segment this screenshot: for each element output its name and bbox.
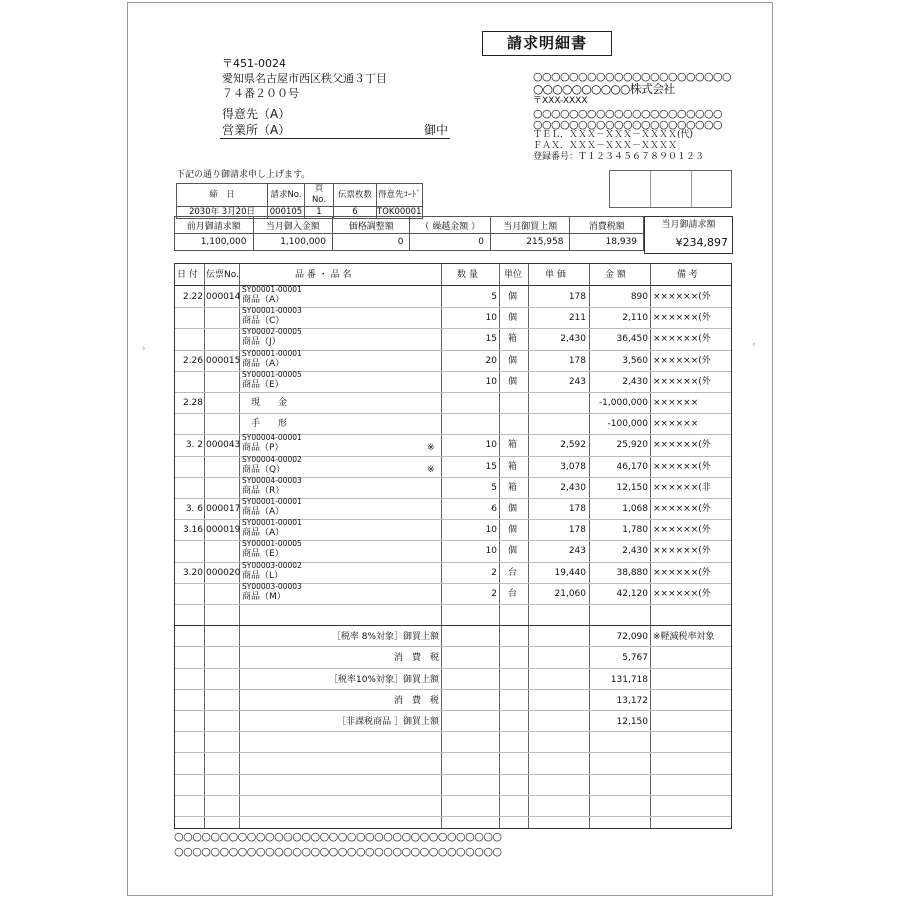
summary-header: 消費税額 — [570, 217, 644, 234]
row-price: 2,430 — [560, 482, 586, 493]
row-unit: 個 — [508, 313, 518, 324]
row-item-name: 商品（A） — [242, 507, 285, 517]
table-row — [175, 477, 731, 498]
row-amount: 38,880 — [616, 567, 648, 578]
table-row — [175, 413, 731, 434]
table-row — [175, 562, 731, 583]
row-item-code: SY00003-00002 — [242, 560, 302, 570]
row-price: 243 — [568, 546, 586, 557]
total-label: ［税率10%対象］御買上額 — [328, 674, 439, 685]
row-unit: 台 — [508, 567, 518, 578]
header-date: 日 付 — [177, 270, 198, 280]
table-row — [175, 456, 731, 477]
row-date: 3.16 — [182, 525, 203, 536]
row-date: 2.22 — [182, 292, 203, 302]
info-header: 得意先ｺｰﾄﾞ — [377, 184, 423, 207]
header-item: 品 番 ・ 品 名 — [295, 270, 352, 280]
row-price: 178 — [568, 504, 586, 514]
row-amount: 1,068 — [622, 504, 648, 514]
row-slip: 000019 — [206, 525, 241, 536]
row-note: ××××××(外 — [653, 546, 711, 557]
row-qty: 6 — [491, 504, 497, 514]
footer-circles-2: ○○○○○○○○○○○○○○○○○○○○○○○○○○○○○○○○○○○○ — [174, 845, 502, 858]
row-date: 3. 6 — [185, 504, 203, 514]
table-row — [175, 371, 731, 392]
row-item-name: 商品（Q） — [242, 464, 286, 475]
row-item-name: 手 形 — [251, 419, 288, 430]
row-note: ×××××× — [653, 419, 699, 430]
row-slip: 000043 — [206, 440, 241, 451]
row-qty: 20 — [485, 355, 497, 366]
row-unit: 箱 — [508, 440, 518, 451]
row-note: ××××××(外 — [653, 376, 711, 387]
recipient-honorific: 御中 — [424, 123, 449, 137]
row-unit: 個 — [508, 355, 518, 366]
row-qty: 10 — [485, 525, 497, 536]
row-unit: 個 — [508, 525, 518, 536]
row-item-code: SY00001-00005 — [242, 539, 302, 549]
recipient-postal: 〒451-0024 — [222, 57, 286, 70]
row-qty: 10 — [485, 313, 497, 324]
info-invoice-no: 000105 — [268, 207, 305, 219]
row-qty: 10 — [485, 546, 497, 557]
row-note: ××××××(外 — [653, 504, 711, 514]
summary-prev-billing: 1,100,000 — [175, 234, 254, 251]
total-amount: 5,767 — [622, 653, 648, 664]
row-item-code: SY00001-00003 — [242, 306, 302, 316]
row-date: 3. 2 — [185, 440, 203, 451]
row-price: 243 — [568, 376, 586, 387]
info-slip-count: 6 — [334, 207, 377, 219]
row-item-name: 商品（R） — [242, 485, 285, 496]
table-row — [175, 583, 731, 604]
table-row — [175, 328, 731, 349]
info-header: 締 日 — [177, 184, 268, 207]
row-price: 2,430 — [560, 334, 586, 345]
stamp-boxes — [609, 170, 732, 208]
row-item-code: SY00001-00001 — [242, 497, 302, 506]
row-item-name: 商品（A） — [242, 358, 285, 369]
row-unit: 個 — [508, 376, 518, 387]
recipient-office: 営業所（A） — [222, 123, 291, 137]
row-amount: 25,920 — [616, 440, 648, 451]
header-price: 単 価 — [545, 270, 566, 280]
info-header: 頁 No. — [305, 184, 334, 207]
row-item-name: 商品（A） — [242, 295, 285, 305]
row-date: 3.20 — [182, 567, 203, 578]
row-note: ×××××× — [653, 398, 699, 408]
row-qty: 15 — [485, 461, 497, 472]
total-label: ［税率 8%対象］御買上額 — [331, 632, 439, 643]
issuer-address-line-2: ○○○○○○○○○○○○○○○○○○○○○ — [533, 118, 722, 131]
detail-table — [174, 263, 732, 829]
row-amount: 36,450 — [616, 334, 648, 345]
row-amount: 12,150 — [616, 482, 648, 493]
row-item-name: 商品（E） — [242, 379, 284, 390]
row-unit: 個 — [508, 546, 518, 557]
row-item-name: 商品（E） — [242, 549, 284, 560]
summary-adjustment: 0 — [333, 234, 410, 251]
row-price: 211 — [568, 313, 586, 324]
row-amount: 42,120 — [616, 588, 648, 599]
row-note: ××××××(外 — [653, 525, 711, 536]
header-amount: 金 額 — [605, 270, 626, 280]
info-page-no: 1 — [305, 207, 334, 219]
row-price: 21,060 — [554, 588, 586, 599]
header-qty: 数 量 — [457, 270, 478, 280]
row-unit: 箱 — [508, 334, 518, 345]
row-unit: 個 — [508, 504, 518, 514]
row-amount: -100,000 — [607, 419, 648, 430]
row-amount: 2,430 — [622, 546, 648, 557]
table-row — [175, 350, 731, 371]
row-qty: 5 — [491, 482, 497, 493]
row-slip: 000015 — [206, 355, 241, 366]
row-amount: 3,560 — [622, 355, 648, 366]
summary-header: 当月御買上額 — [490, 217, 570, 234]
total-label: 消 費 税 — [393, 695, 439, 706]
info-customer-code: TOK00001 — [377, 207, 422, 217]
table-row — [175, 392, 731, 413]
row-note: ××××××(外 — [653, 292, 711, 302]
row-unit: 箱 — [508, 482, 518, 493]
row-unit: 個 — [508, 292, 518, 302]
info-closing-date: 2030年 3月20日 — [177, 207, 268, 219]
row-date: 2.26 — [182, 355, 203, 366]
right-margin-mark: ‹ — [752, 340, 756, 350]
current-billing-label: 当月御請求額 — [661, 220, 716, 230]
recipient-address-2: ７４番２００号 — [222, 87, 299, 100]
row-mark: ※ — [427, 443, 435, 454]
issuer-registration: 登録番号：Ｔ１２３４５６７８９０１２３ — [533, 152, 705, 162]
summary-header: 当月御入金額 — [253, 217, 333, 234]
issuer-address-line-1: ○○○○○○○○○○○○○○○○○○○○○ — [533, 107, 722, 120]
row-item-name: 現 金 — [251, 398, 288, 408]
doc-title: 請求明細書 — [482, 31, 612, 56]
row-slip: 000020 — [206, 567, 241, 578]
table-row — [175, 540, 731, 561]
row-item-name: 商品（L） — [242, 570, 284, 581]
table-row — [175, 286, 731, 307]
header-slip: 伝票No. — [206, 270, 239, 280]
row-item-code: SY00004-00001 — [242, 433, 302, 443]
row-price: 178 — [568, 292, 586, 302]
row-qty: 10 — [485, 440, 497, 451]
row-amount: 1,780 — [622, 525, 648, 536]
row-item-code: SY00001-00001 — [242, 518, 302, 528]
total-label: ［非課税商品 ］御買上額 — [337, 717, 439, 728]
row-price: 178 — [568, 525, 586, 536]
total-amount: 131,718 — [610, 674, 648, 685]
row-price: 19,440 — [554, 567, 586, 578]
row-note: ××××××(非 — [653, 482, 711, 493]
summary-header: （ 繰越金額 ） — [410, 217, 491, 234]
total-note: ※軽減税率対象 — [653, 632, 715, 643]
row-amount: 2,110 — [622, 313, 648, 324]
total-amount: 13,172 — [616, 695, 648, 706]
row-mark: ※ — [427, 464, 435, 475]
row-unit: 台 — [508, 588, 518, 599]
summary-carryover: 0 — [410, 234, 491, 251]
row-qty: 15 — [485, 334, 497, 345]
issuer-tel: ＴＥＬ．ＸＸＸ－ＸＸＸ－ＸＸＸＸ(代) — [533, 130, 694, 140]
row-note: ××××××(外 — [653, 334, 711, 345]
row-note: ××××××(外 — [653, 588, 711, 599]
table-row — [175, 498, 731, 519]
row-item-code: SY00002-00005 — [242, 327, 302, 337]
row-note: ××××××(外 — [653, 313, 711, 324]
total-row — [175, 626, 731, 647]
row-item-name: 商品（A） — [242, 528, 285, 539]
row-amount: 46,170 — [616, 461, 648, 472]
total-row — [175, 669, 731, 690]
issuer-postal: 〒XXX-XXXX — [533, 96, 588, 106]
row-item-name: 商品（C） — [242, 316, 285, 327]
row-item-name: 商品（P） — [242, 443, 284, 454]
summary-header: 前月御請求額 — [175, 217, 254, 234]
row-qty: 2 — [491, 588, 497, 599]
row-item-name: 商品（M） — [242, 591, 286, 602]
recipient-address-1: 愛知県名古屋市西区秩父通３丁目 — [222, 72, 387, 85]
row-qty: 5 — [491, 292, 497, 302]
row-qty: 2 — [491, 567, 497, 578]
row-item-code: SY00001-00001 — [242, 285, 302, 294]
info-header: 請求No. — [268, 184, 305, 207]
summary-payment: 1,100,000 — [253, 234, 333, 251]
row-item-code: SY00001-00005 — [242, 369, 302, 379]
recipient-underline — [220, 138, 450, 139]
issuer-fax: ＦＡＸ．ＸＸＸ－ＸＸＸ－ＸＸＸＸ — [533, 141, 678, 151]
header-note: 備 考 — [677, 270, 698, 280]
current-billing-amount: ¥234,897 — [675, 236, 728, 249]
row-item-code: SY00001-00001 — [242, 348, 302, 358]
row-amount: 2,430 — [622, 376, 648, 387]
row-item-code: SY00004-00002 — [242, 454, 302, 464]
row-item-code: SY00004-00003 — [242, 475, 302, 485]
row-note: ××××××(外 — [653, 440, 711, 451]
billing-info-table — [176, 183, 423, 219]
row-price: 3,078 — [560, 461, 586, 472]
issuer-company: ○○○○○○○○○○株式会社 — [533, 82, 675, 96]
row-note: ××××××(外 — [653, 355, 711, 366]
row-qty: 10 — [485, 376, 497, 387]
header-unit: 単位 — [504, 270, 523, 280]
row-slip: 000014 — [206, 292, 241, 302]
total-row — [175, 690, 731, 711]
row-date: 2.28 — [182, 398, 203, 408]
total-row — [175, 711, 731, 732]
row-price: 178 — [568, 355, 586, 366]
summary-table — [174, 216, 644, 251]
table-row — [175, 434, 731, 455]
intro-text: 下記の通り御請求申し上げます。 — [176, 170, 311, 180]
row-item-name: 商品（J） — [242, 337, 281, 348]
total-row — [175, 647, 731, 668]
footer-circles-1: ○○○○○○○○○○○○○○○○○○○○○○○○○○○○○○○○○○○○ — [174, 830, 502, 843]
table-row — [175, 519, 731, 540]
summary-purchases: 215,958 — [490, 234, 570, 251]
row-amount: 890 — [630, 292, 648, 302]
summary-tax: 18,939 — [570, 234, 644, 251]
row-amount: -1,000,000 — [598, 398, 648, 408]
issuer-circles-top: ○○○○○○○○○○○○○○○○○○○○○○ — [533, 70, 731, 83]
total-amount: 12,150 — [616, 717, 648, 728]
row-price: 2,592 — [560, 440, 586, 451]
recipient-customer: 得意先（A） — [222, 107, 291, 121]
left-margin-mark: › — [142, 344, 146, 354]
table-row — [175, 307, 731, 328]
info-header: 伝票枚数 — [334, 184, 377, 207]
row-unit: 箱 — [508, 461, 518, 472]
row-item-code: SY00003-00003 — [242, 581, 302, 591]
row-note: ××××××(外 — [653, 461, 711, 472]
row-note: ××××××(外 — [653, 567, 711, 578]
summary-header: 価格調整額 — [333, 217, 410, 234]
total-amount: 72,090 — [616, 632, 648, 643]
current-billing-box — [644, 216, 733, 254]
row-slip: 000017 — [206, 504, 241, 514]
total-label: 消 費 税 — [393, 653, 439, 664]
